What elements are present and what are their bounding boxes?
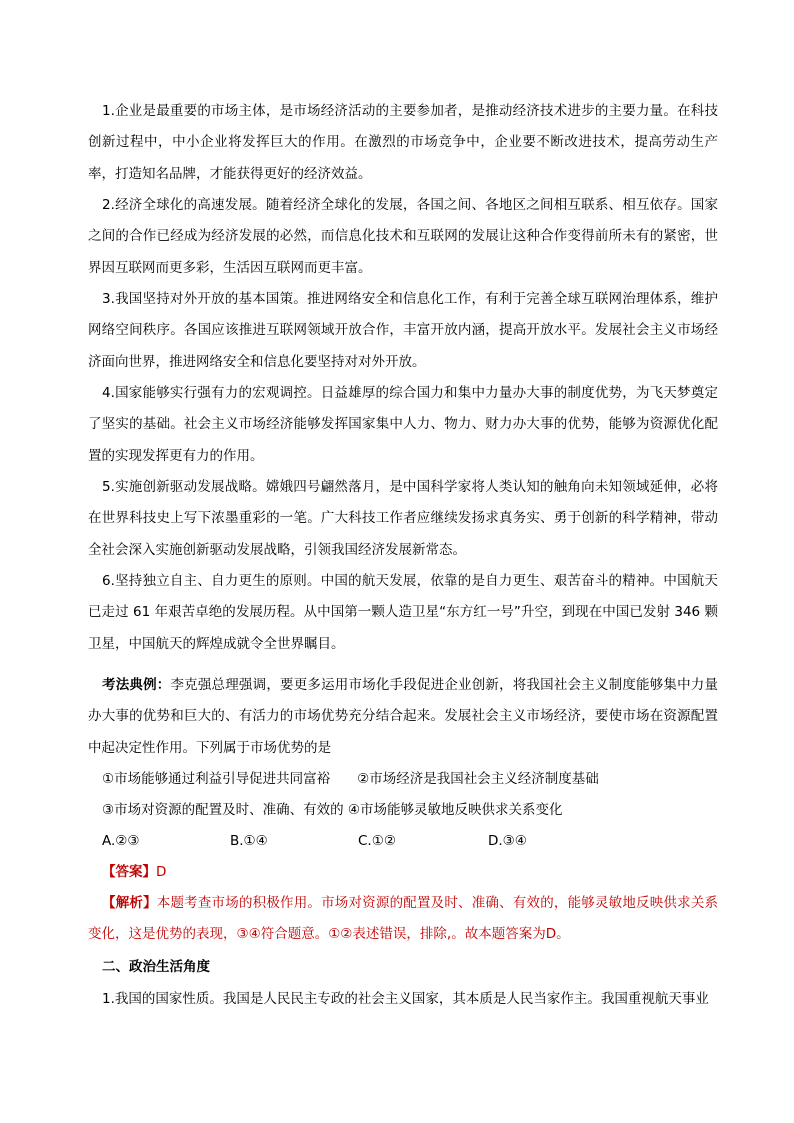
statements-row-1: ①市场能够通过利益引导促进共同富裕 ②市场经济是我国社会主义经济制度基础 xyxy=(102,771,599,787)
paragraph-4: 4.国家能够实行强有力的宏观调控。日益雄厚的综合国力和集中力量办大事的制度优势，为飞天梦奠定了坚实的基础。社会主义市场经济能够发挥国家集中人力、物力、财力办大事的优势，能够为资源优化配置的实现发挥更有力的作用。 xyxy=(88,385,718,464)
option-c: C.①② xyxy=(358,833,396,849)
analysis-label: 【解析】 xyxy=(102,895,157,911)
answer-value: D xyxy=(156,864,167,880)
option-d: D.③④ xyxy=(488,833,527,849)
paragraph-6: 6.坚持独立自主、自力更生的原则。中国的航天发展，依靠的是自力更生、艰苦奋斗的精神。中国航天已走过 61 年艰苦卓绝的发展历程。从中国第一颗人造卫星“东方红一号”升空，到现在中国已发射 346 颗卫星，中国航天的辉煌成就令全世界瞩目。 xyxy=(88,573,718,652)
analysis-text: 本题考查市场的积极作用。市场对资源的配置及时、准确、有效的，能够灵敏地反映供求关系变化，这是优势的表现，③④符合题意。①②表述错误，排除,。故本题答案为D。 xyxy=(88,895,719,943)
statements-row-2: ③市场对资源的配置及时、准确、有效的 ④市场能够灵敏地反映供求关系变化 xyxy=(102,802,563,818)
paragraph-politics-1: 1.我国的国家性质。我国是人民民主专政的社会主义国家，其本质是人民当家作主。我国重视航天事业 xyxy=(102,991,709,1007)
answer-label: 【答案】 xyxy=(102,864,156,880)
example-label: 考法典例： xyxy=(102,677,171,693)
answer-line xyxy=(102,857,166,888)
analysis-paragraph xyxy=(88,888,718,951)
example-question xyxy=(88,670,718,764)
section-heading: 二、政治生活角度 xyxy=(102,959,210,975)
example-text: 李克强总理强调，要更多运用市场化手段促进企业创新，将我国社会主义制度能够集中力量办大事的优势和巨大的、有活力的市场优势充分结合起来。发展社会主义市场经济，要使市场在资源配置中起决定性作用。下列属于市场优势的是 xyxy=(88,677,719,756)
paragraph-1: 1.企业是最重要的市场主体，是市场经济活动的主要参加者，是推动经济技术进步的主要力量。在科技创新过程中，中小企业将发挥巨大的作用。在激烈的市场竞争中，企业要不断改进技术，提高劳动生产率，打造知名品牌，才能获得更好的经济效益。 xyxy=(88,103,718,182)
option-a: A.②③ xyxy=(102,833,140,849)
option-b: B.①④ xyxy=(230,833,268,849)
paragraph-3: 3.我国坚持对外开放的基本国策。推进网络安全和信息化工作，有利于完善全球互联网治理体系，维护网络空间秩序。各国应该推进互联网领域开放合作，丰富开放内涵，提高开放水平。发展社会主义市场经济面向世界，推进网络安全和信息化要坚持对对外开放。 xyxy=(88,291,718,370)
paragraph-2: 2.经济全球化的高速发展。随着经济全球化的发展，各国之间、各地区之间相互联系、相互依存。国家之间的合作已经成为经济发展的必然，而信息化技术和互联网的发展让这种合作变得前所未有的紧密，世界因互联网而更多彩，生活因互联网而更丰富。 xyxy=(88,197,718,276)
paragraph-5: 5.实施创新驱动发展战略。嫦娥四号翩然落月，是中国科学家将人类认知的触角向未知领域延伸，必将在世界科技史上写下浓墨重彩的一笔。广大科技工作者应继续发扬求真务实、勇于创新的科学精神，带动全社会深入实施创新驱动发展战略，引领我国经济发展新常态。 xyxy=(88,479,718,558)
